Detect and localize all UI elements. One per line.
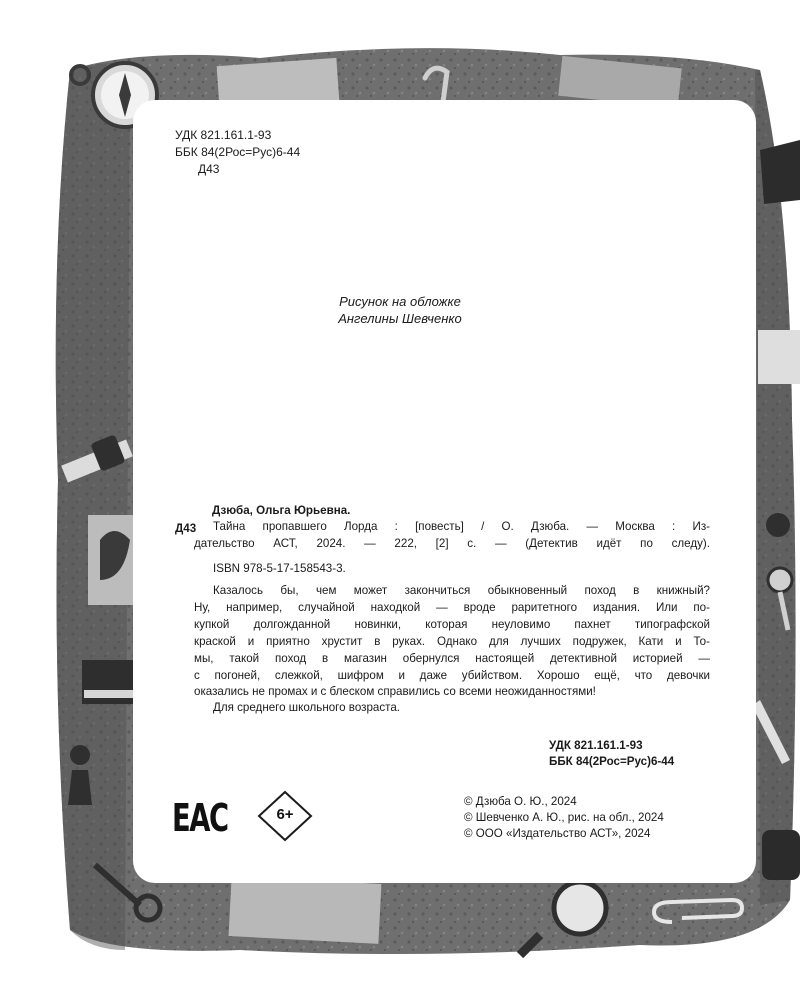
bbk-code-bottom: ББК 84(2Рос=Рус)6-44 (549, 755, 675, 768)
isbn: ISBN 978-5-17-158543-3. (213, 562, 346, 575)
copyright-illustrator: © Шевченко А. Ю., рис. на обл., 2024 (464, 811, 664, 824)
annotation-line-4: краской и приятно хрустит в руках. Однако для лучших подружек, Кати и То- (194, 635, 710, 648)
illustration-credit-line1: Рисунок на обложке (339, 294, 461, 309)
annotation-line-6: с погоней, слежкой, шифром и даже убийством. Хорошо ещё, что девочки (194, 669, 710, 682)
eac-mark: ЕАС (172, 796, 228, 840)
bib-record-line1: Тайна пропавшего Лорда : [повесть] / О. Дзюба. — Москва : Из- (213, 520, 710, 533)
copyright-author: © Дзюба О. Ю., 2024 (464, 795, 577, 808)
udk-code: УДК 821.161.1-93 (175, 128, 272, 142)
annotation-line-2: Ну, например, случайной находкой — вроде раритетного издания. Или по- (194, 601, 710, 614)
age-rating-label: 6+ (276, 806, 294, 823)
annotation-line-7: оказались не промах и с блеском справились со всеми неожиданностями! (194, 685, 596, 698)
author-mark-bib: Д43 (175, 522, 197, 535)
bbk-code: ББК 84(2Рос=Рус)6-44 (175, 145, 301, 159)
annotation-line-5: мы, такой поход в магазин обернулся настоящей детективной историей — (194, 652, 710, 665)
bib-record-line2: дательство АСТ, 2024. — 222, [2] с. — (Детектив идёт по следу). (194, 537, 710, 550)
udk-code-bottom: УДК 821.161.1-93 (549, 739, 643, 752)
audience-note: Для среднего школьного возраста. (213, 701, 401, 714)
copyright-publisher: © ООО «Издательство АСТ», 2024 (464, 827, 651, 840)
annotation-line-1: Казалось бы, чем может закончиться обыкновенный поход в книжный? (213, 584, 710, 597)
author-name: Дзюба, Ольга Юрьевна. (212, 504, 351, 517)
author-mark: Д43 (198, 162, 220, 176)
chess-pawn-icon (68, 745, 92, 805)
illustration-credit-line2: Ангелины Шевченко (338, 311, 462, 326)
annotation-line-3: купкой долгожданной новинки, которая неуловимо пахнет типографской (194, 618, 710, 631)
